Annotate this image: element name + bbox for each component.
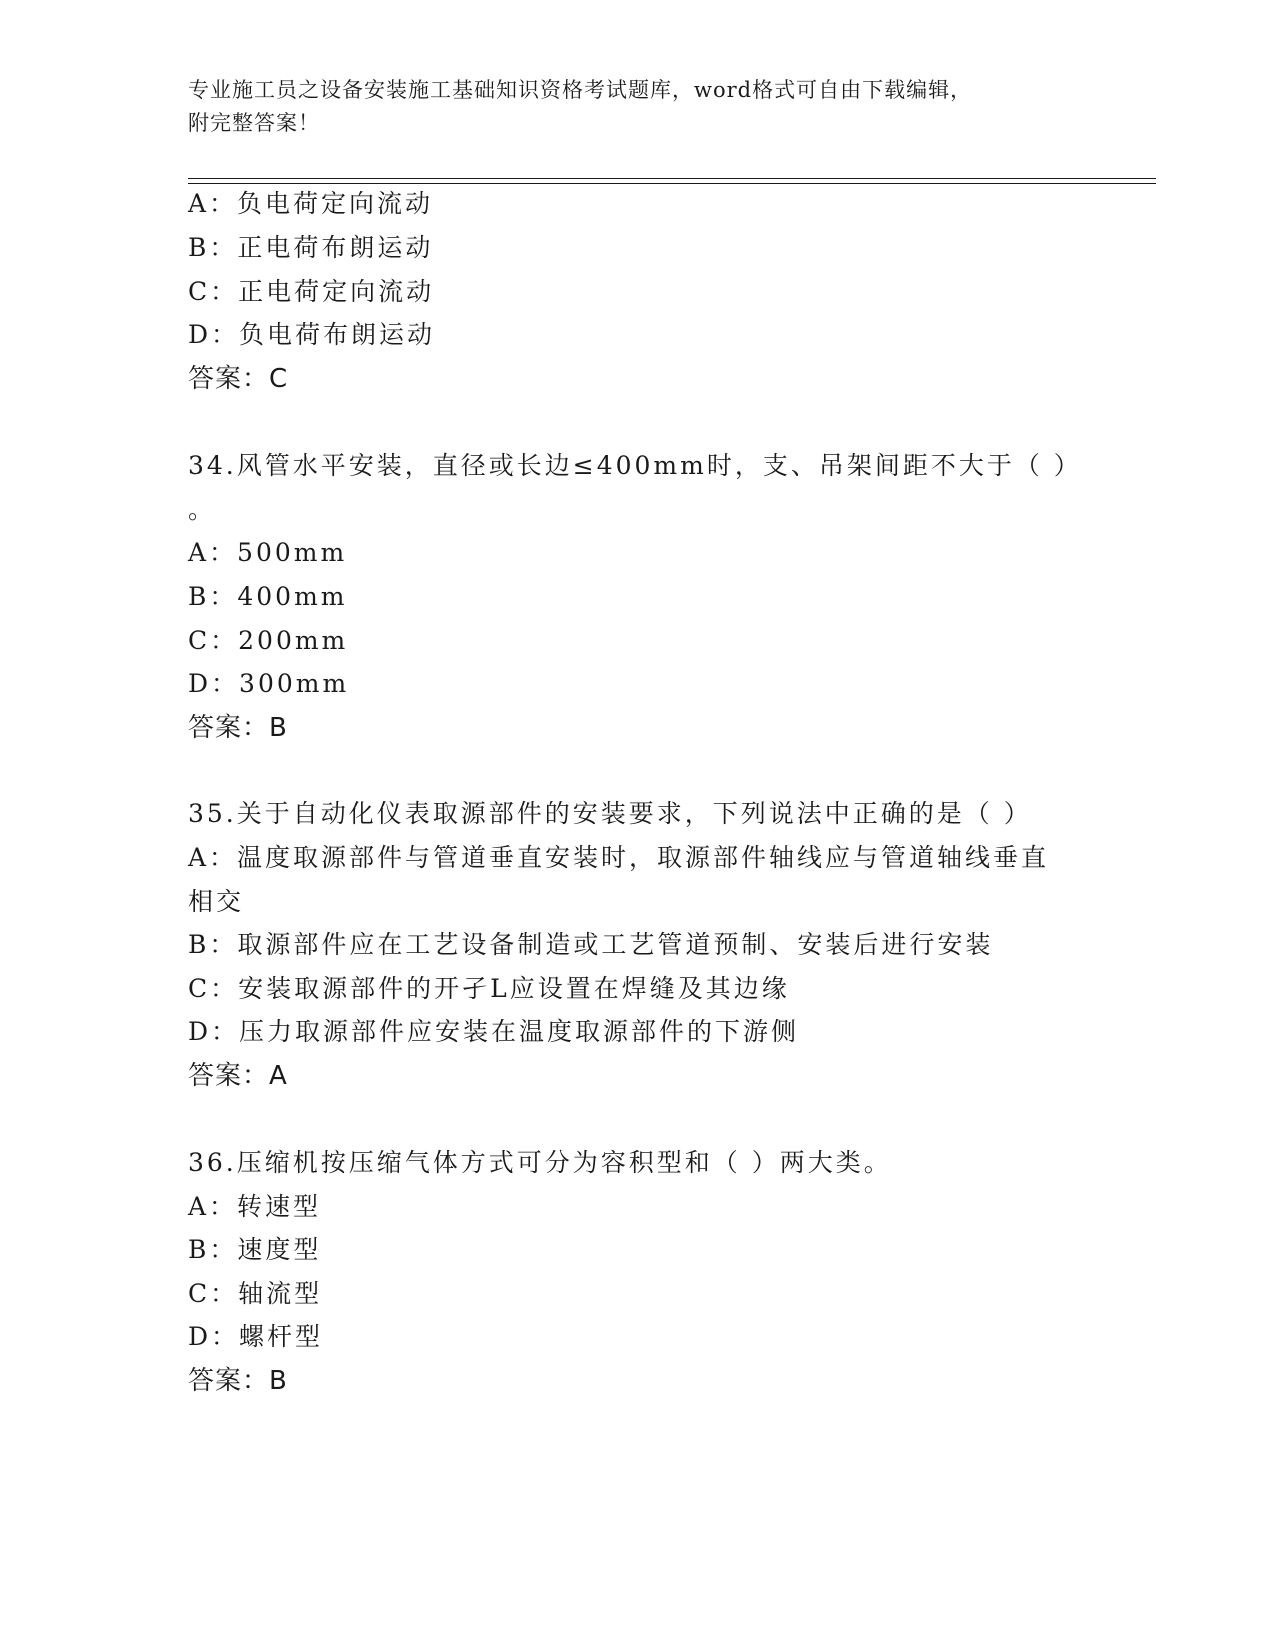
answer-label: 答案：B (188, 713, 288, 743)
question-stem-continued: 。 (188, 495, 217, 524)
option-d: D：300mm (188, 669, 350, 698)
header-rule-top (188, 178, 1156, 179)
option-a-continued: 相交 (188, 887, 245, 916)
answer-label: 答案：A (188, 1061, 288, 1091)
option-b: B：正电荷布朗运动 (188, 233, 434, 262)
document-header (188, 74, 1068, 140)
option-c: C：轴流型 (188, 1279, 323, 1308)
option-b: B：400mm (188, 582, 348, 611)
question-stem: 34.风管水平安装，直径或长边≤400mm时，支、吊架间距不大于（ ） (188, 451, 1082, 480)
option-a: A：温度取源部件与管道垂直安装时，取源部件轴线应与管道轴线垂直 (188, 843, 1050, 872)
option-a: A：负电荷定向流动 (188, 189, 434, 218)
header-line-1: 专业施工员之设备安装施工基础知识资格考试题库，word格式可自由下载编辑， (188, 78, 973, 102)
answer-label: 答案：B (188, 1366, 288, 1396)
header-line-2: 附完整答案！ (188, 111, 320, 135)
option-a: A：转速型 (188, 1192, 322, 1221)
header-rule-bottom (188, 183, 1156, 184)
option-c: C：200mm (188, 626, 349, 655)
option-a: A：500mm (188, 538, 348, 567)
option-c: C：正电荷定向流动 (188, 277, 435, 306)
option-b: B：取源部件应在工艺设备制造或工艺管道预制、安装后进行安装 (188, 930, 994, 959)
question-stem: 35.关于自动化仪表取源部件的安装要求，下列说法中正确的是（ ） (188, 799, 1032, 828)
option-c: C：安装取源部件的开孑L应设置在焊缝及其边缘 (188, 974, 790, 1003)
option-d: D：压力取源部件应安装在温度取源部件的下游侧 (188, 1017, 800, 1046)
answer-label: 答案：C (188, 364, 289, 394)
option-d: D：负电荷布朗运动 (188, 320, 436, 349)
option-b: B：速度型 (188, 1235, 322, 1264)
option-d: D：螺杆型 (188, 1322, 324, 1351)
question-stem: 36.压缩机按压缩气体方式可分为容积型和（ ）两大类。 (188, 1148, 892, 1177)
